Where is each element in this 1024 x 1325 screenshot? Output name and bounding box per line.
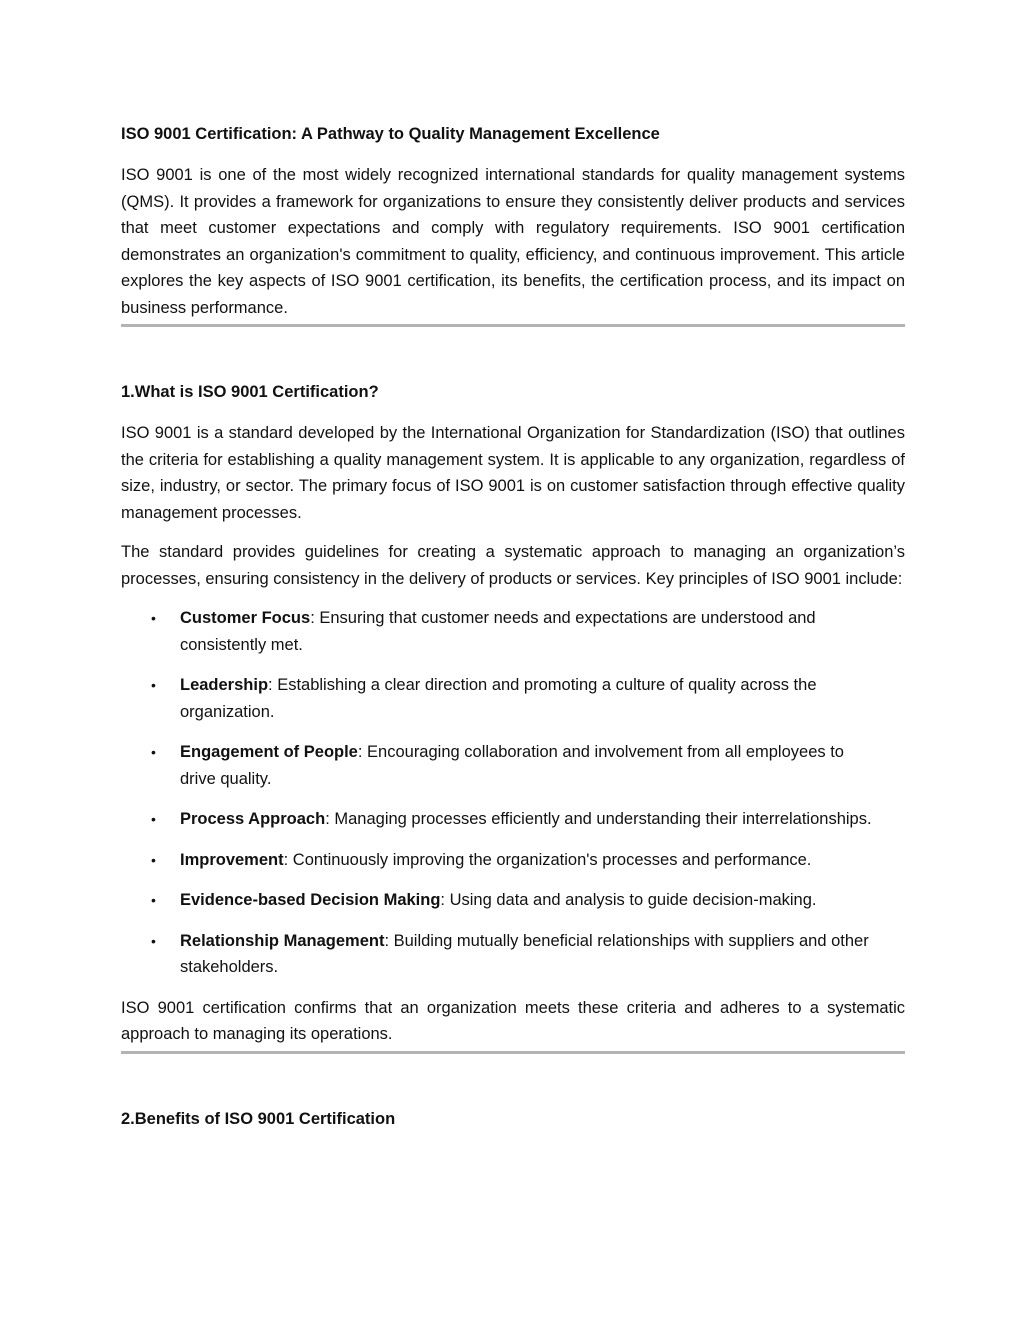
bullet-icon: • — [151, 744, 156, 760]
section-divider — [121, 324, 905, 327]
section-divider — [121, 1051, 905, 1054]
principle-term: Customer Focus — [180, 609, 311, 627]
principle-text: : Building mutually beneficial relationships with suppliers and other stakeholders. — [180, 931, 869, 976]
document-page — [121, 121, 905, 1132]
list-item — [121, 806, 905, 833]
principle-term: Evidence-based Decision Making — [180, 891, 441, 909]
document-title: ISO 9001 Certification: A Pathway to Quality Management Excellence — [121, 125, 660, 143]
list-item — [121, 672, 905, 725]
section-2-heading: 2.Benefits of ISO 9001 Certification — [121, 1109, 396, 1128]
bullet-icon: • — [151, 851, 156, 868]
section-1-heading: 1.What is ISO 9001 Certification? — [121, 383, 379, 401]
principle-text: : Continuously improving the organization's processes and performance. — [283, 850, 812, 869]
principles-list — [121, 605, 905, 981]
list-item — [121, 928, 905, 981]
bullet-icon: • — [151, 610, 156, 626]
principle-term: Improvement — [180, 850, 284, 869]
principle-term: Leadership — [180, 676, 269, 694]
principle-text: : Using data and analysis to guide decision-making. — [440, 891, 817, 909]
list-item — [121, 887, 905, 914]
principle-term: Engagement of People — [180, 743, 358, 761]
section-1-paragraph-3: ISO 9001 certification confirms that an organization meets these criteria and adheres to a systematic approach to managing its operations. — [121, 998, 905, 1043]
list-item — [121, 605, 905, 658]
principle-text: : Encouraging collaboration and involvement from all employees to drive quality. — [180, 743, 844, 788]
principle-text: : Establishing a clear direction and promoting a culture of quality across the organization. — [180, 676, 817, 721]
section-1-paragraph-1: ISO 9001 is a standard developed by the International Organization for Standardization (ISO) that outlines the criteria for establishing a quality management system. It is applicable to any organization, regardless of size, industry, or sector. The primary focus of ISO 9001 is on customer satisfaction through effective quality management processes. — [121, 424, 905, 522]
section-1-paragraph-2: The standard provides guidelines for creating a systematic approach to managing an organization’s processes, ensuring consistency in the delivery of products or services. Key principles of ISO 9001 include: — [121, 543, 905, 588]
bullet-icon: • — [151, 677, 156, 693]
list-item — [121, 847, 905, 874]
bullet-icon: • — [151, 892, 156, 908]
principle-term: Process Approach — [180, 810, 326, 828]
principle-text: : Ensuring that customer needs and expectations are understood and consistently met. — [180, 609, 816, 654]
bullet-icon: • — [151, 811, 156, 827]
intro-paragraph: ISO 9001 is one of the most widely recognized international standards for quality management systems (QMS). It provides a framework for organizations to ensure they consistently deliver products and services that meet customer expectations and comply with regulatory requirements. ISO 9001 certification demonstrates an organization's commitment to quality, efficiency, and continuous improvement. This article explores the key aspects of ISO 9001 certification, its benefits, the certification process, and its impact on business performance. — [121, 166, 905, 317]
principle-text: : Managing processes efficiently and understanding their interrelationships. — [325, 810, 872, 828]
principle-term: Relationship Management — [180, 931, 385, 950]
list-item — [121, 739, 905, 792]
bullet-icon: • — [151, 932, 156, 949]
